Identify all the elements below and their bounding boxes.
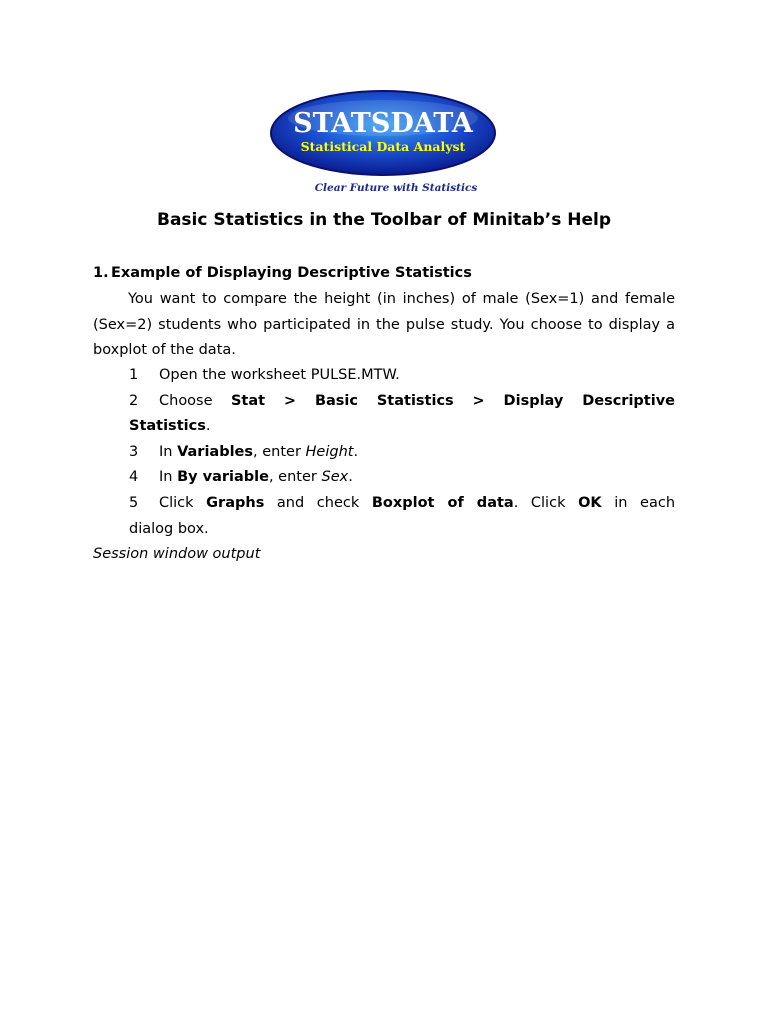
logo-tagline: Clear Future with Statistics — [314, 182, 478, 194]
step-text-pre: Click — [159, 495, 207, 511]
step-text-pre: In — [159, 469, 178, 485]
field-value: Sex — [321, 469, 349, 485]
document-title: Basic Statistics in the Toolbar of Minitab’s Help — [156, 210, 612, 230]
step-text-mid2: . Click — [513, 495, 579, 511]
step-2 — [129, 389, 675, 415]
step-number: 5 — [129, 495, 139, 511]
statsdata-logo — [262, 88, 508, 200]
field-name: By variable — [177, 469, 269, 485]
logo-brand: STATSDATA — [293, 108, 473, 139]
step-text-post: . — [205, 418, 211, 434]
step-text-mid: and check — [264, 495, 372, 511]
field-name: Variables — [177, 444, 254, 460]
step-number: 3 — [129, 444, 139, 460]
step-text-pre: In — [159, 444, 178, 460]
step-number: 4 — [129, 469, 139, 485]
step-text-mid: , enter — [253, 444, 306, 460]
step-4 — [129, 465, 675, 491]
step-text-mid: , enter — [268, 469, 322, 485]
step-5 — [129, 491, 675, 517]
button-name-graphs: Graphs — [206, 495, 265, 511]
section-heading-text: Example of Displaying Descriptive Statistics — [111, 265, 472, 281]
step-2-line-2 — [129, 414, 210, 440]
section-heading — [93, 262, 693, 284]
option-boxplot: Boxplot of data — [371, 495, 514, 511]
step-1 — [129, 363, 675, 389]
step-text-pre: Choose — [159, 393, 231, 409]
step-2-line-1 — [129, 389, 675, 415]
step-text-post: . — [348, 469, 353, 485]
step-5-line-2: dialog box. — [129, 521, 209, 537]
session-window-label: Session window output — [93, 546, 261, 562]
step-text-post: . — [353, 444, 359, 460]
step-3 — [129, 440, 675, 466]
step-text-post: in each — [601, 495, 676, 511]
step-text: Open the worksheet PULSE.MTW. — [159, 367, 400, 383]
button-name-ok: OK — [578, 495, 602, 511]
step-number: 1 — [129, 367, 139, 383]
field-value: Height — [305, 444, 354, 460]
section-number: 1. — [93, 265, 109, 281]
intro-paragraph: You want to compare the height (in inches) of male (Sex=1) and female (Sex=2) students who participated in the pulse study. You choose to display a boxplot of the data. — [93, 291, 675, 358]
menu-path: Stat > Basic Statistics > Display Descriptive — [230, 393, 675, 409]
menu-path-end: Statistics — [129, 418, 206, 434]
step-number: 2 — [129, 393, 139, 409]
step-5-line-1 — [129, 491, 675, 517]
logo-subtitle: Statistical Data Analyst — [300, 139, 466, 154]
